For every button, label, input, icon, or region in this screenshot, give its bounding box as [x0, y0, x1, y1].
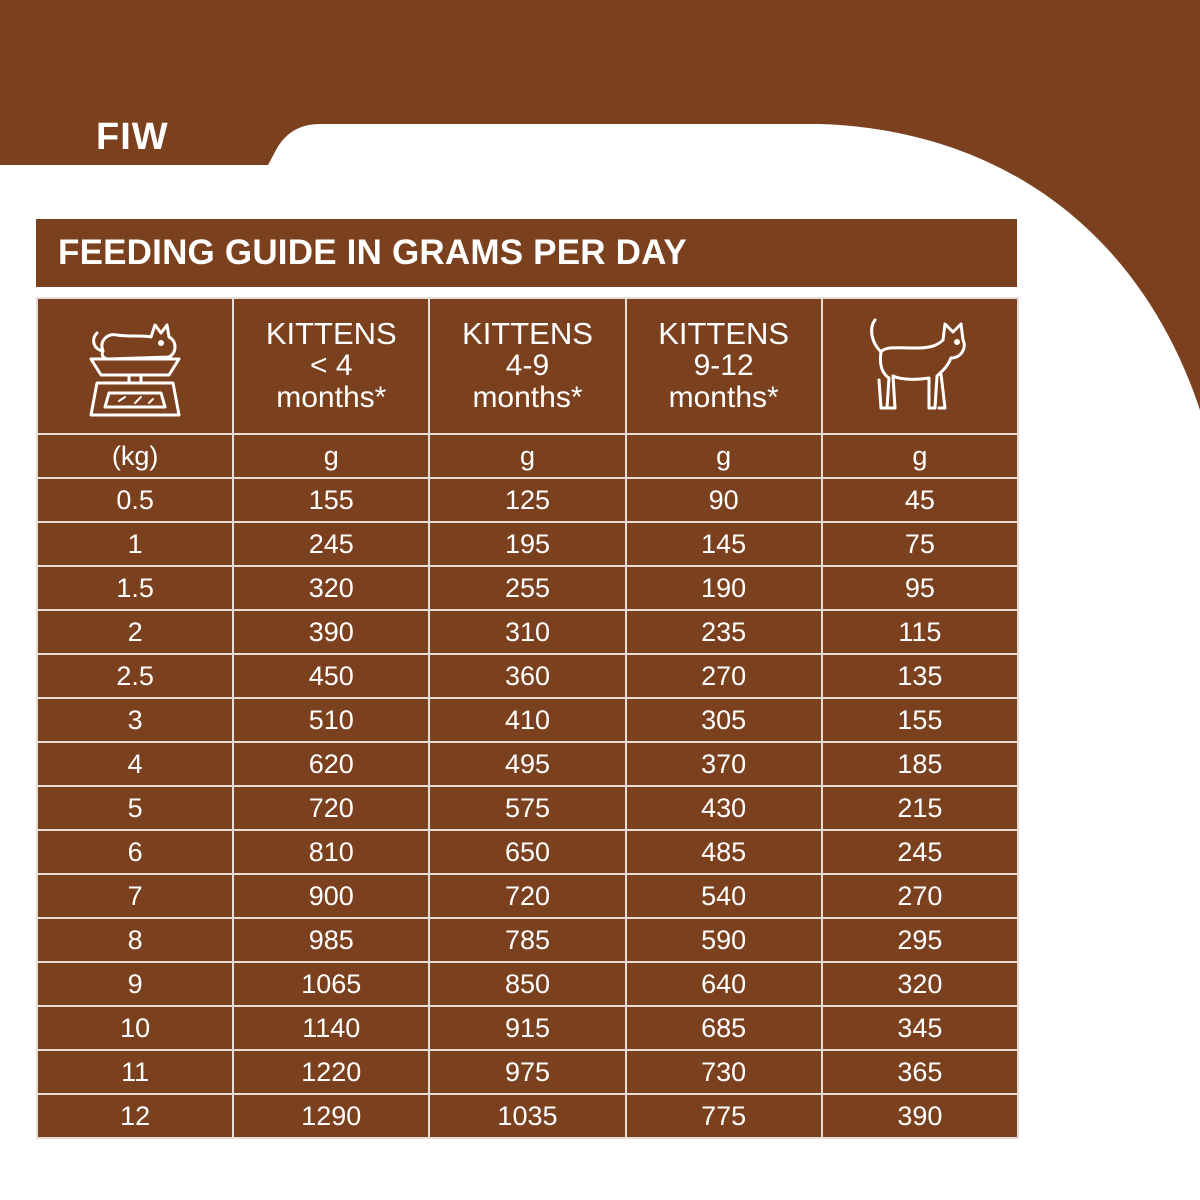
- grams-cell: 495: [429, 742, 625, 786]
- grams-cell: 540: [626, 874, 822, 918]
- weight-cell: 5: [37, 786, 233, 830]
- grams-cell: 1035: [429, 1094, 625, 1138]
- unit-cell: (kg): [37, 434, 233, 478]
- grams-cell: 410: [429, 698, 625, 742]
- grams-cell: 430: [626, 786, 822, 830]
- grams-cell: 95: [822, 566, 1018, 610]
- header-title: KITTENS: [658, 316, 790, 351]
- grams-cell: 810: [233, 830, 429, 874]
- header-title: KITTENS: [462, 316, 593, 351]
- header-unit: months*: [276, 381, 387, 414]
- grams-cell: 185: [822, 742, 1018, 786]
- table-header-row: [37, 298, 1018, 434]
- grams-cell: 640: [626, 962, 822, 1006]
- grams-cell: 320: [822, 962, 1018, 1006]
- weight-cell: 4: [37, 742, 233, 786]
- grams-cell: 235: [626, 610, 822, 654]
- grams-cell: 1220: [233, 1050, 429, 1094]
- unit-cell: g: [626, 434, 822, 478]
- feeding-table: [36, 297, 1019, 1139]
- brand-label: FIW: [96, 116, 169, 158]
- weight-cell: 6: [37, 830, 233, 874]
- grams-cell: 390: [233, 610, 429, 654]
- grams-cell: 255: [429, 566, 625, 610]
- grams-cell: 155: [233, 478, 429, 522]
- grams-cell: 195: [429, 522, 625, 566]
- weight-cell: 8: [37, 918, 233, 962]
- table-row: [37, 874, 1018, 918]
- grams-cell: 270: [626, 654, 822, 698]
- table-row: [37, 742, 1018, 786]
- grams-cell: 310: [429, 610, 625, 654]
- grams-cell: 720: [233, 786, 429, 830]
- grams-cell: 115: [822, 610, 1018, 654]
- units-row: [37, 434, 1018, 478]
- weight-cell: 2.5: [37, 654, 233, 698]
- grams-cell: 685: [626, 1006, 822, 1050]
- weight-cell: 7: [37, 874, 233, 918]
- weight-cell: 10: [37, 1006, 233, 1050]
- column-header-weight: [37, 298, 233, 434]
- grams-cell: 975: [429, 1050, 625, 1094]
- header-age: 4-9: [505, 349, 550, 382]
- table-row: [37, 1094, 1018, 1138]
- header-unit: months*: [472, 381, 583, 414]
- grams-cell: 730: [626, 1050, 822, 1094]
- grams-cell: 75: [822, 522, 1018, 566]
- unit-cell: g: [822, 434, 1018, 478]
- feeding-guide-title: FEEDING GUIDE IN GRAMS PER DAY: [36, 219, 1017, 287]
- weight-cell: 1: [37, 522, 233, 566]
- grams-cell: 590: [626, 918, 822, 962]
- grams-cell: 155: [822, 698, 1018, 742]
- grams-cell: 720: [429, 874, 625, 918]
- grams-cell: 295: [822, 918, 1018, 962]
- column-header-adult: [822, 298, 1018, 434]
- grams-cell: 135: [822, 654, 1018, 698]
- grams-cell: 900: [233, 874, 429, 918]
- column-header-kittens-4-9: [429, 298, 625, 434]
- weight-cell: 11: [37, 1050, 233, 1094]
- grams-cell: 365: [822, 1050, 1018, 1094]
- grams-cell: 245: [233, 522, 429, 566]
- table-row: [37, 478, 1018, 522]
- grams-cell: 620: [233, 742, 429, 786]
- table-row: [37, 962, 1018, 1006]
- column-header-kittens-9-12: [626, 298, 822, 434]
- grams-cell: 305: [626, 698, 822, 742]
- unit-cell: g: [429, 434, 625, 478]
- grams-cell: 850: [429, 962, 625, 1006]
- grams-cell: 510: [233, 698, 429, 742]
- grams-cell: 985: [233, 918, 429, 962]
- grams-cell: 575: [429, 786, 625, 830]
- grams-cell: 450: [233, 654, 429, 698]
- header-title: KITTENS: [265, 316, 397, 351]
- grams-cell: 345: [822, 1006, 1018, 1050]
- grams-cell: 145: [626, 522, 822, 566]
- table-row: [37, 1006, 1018, 1050]
- table-row: [37, 522, 1018, 566]
- grams-cell: 370: [626, 742, 822, 786]
- grams-cell: 485: [626, 830, 822, 874]
- header-unit: months*: [668, 381, 779, 414]
- adult-cat-icon: [865, 316, 975, 416]
- grams-cell: 1140: [233, 1006, 429, 1050]
- grams-cell: 125: [429, 478, 625, 522]
- grams-cell: 650: [429, 830, 625, 874]
- grams-cell: 320: [233, 566, 429, 610]
- weight-cell: 1.5: [37, 566, 233, 610]
- grams-cell: 1290: [233, 1094, 429, 1138]
- grams-cell: 45: [822, 478, 1018, 522]
- grams-cell: 190: [626, 566, 822, 610]
- weight-cell: 2: [37, 610, 233, 654]
- header-age: 9-12: [693, 349, 754, 382]
- unit-cell: g: [233, 434, 429, 478]
- table-row: [37, 610, 1018, 654]
- weight-cell: 3: [37, 698, 233, 742]
- table-row: [37, 918, 1018, 962]
- table-row: [37, 698, 1018, 742]
- grams-cell: 1065: [233, 962, 429, 1006]
- table-row: [37, 786, 1018, 830]
- table-row: [37, 566, 1018, 610]
- weight-cell: 0.5: [37, 478, 233, 522]
- grams-cell: 915: [429, 1006, 625, 1050]
- table-row: [37, 830, 1018, 874]
- table-row: [37, 654, 1018, 698]
- grams-cell: 90: [626, 478, 822, 522]
- grams-cell: 215: [822, 786, 1018, 830]
- column-header-kittens-lt4: [233, 298, 429, 434]
- grams-cell: 390: [822, 1094, 1018, 1138]
- table-row: [37, 1050, 1018, 1094]
- weight-cell: 12: [37, 1094, 233, 1138]
- weight-cell: 9: [37, 962, 233, 1006]
- grams-cell: 775: [626, 1094, 822, 1138]
- grams-cell: 360: [429, 654, 625, 698]
- grams-cell: 785: [429, 918, 625, 962]
- grams-cell: 270: [822, 874, 1018, 918]
- grams-cell: 245: [822, 830, 1018, 874]
- header-age: < 4: [310, 349, 353, 382]
- cat-on-scale-icon: [85, 311, 185, 421]
